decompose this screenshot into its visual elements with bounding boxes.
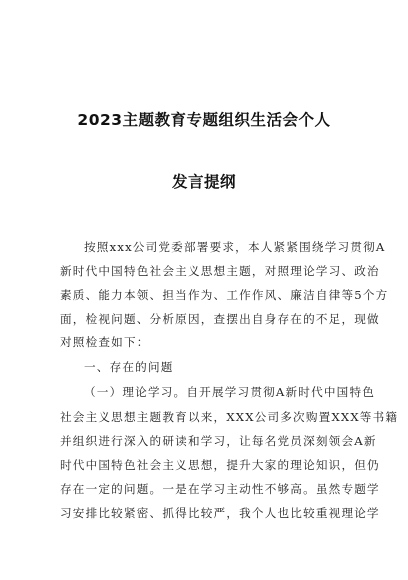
document-title-line-1: 2023主题教育专题组织生活会个人	[77, 111, 331, 129]
paragraph-1-line-3: 素质、能力本领、担当作为、工作作风、廉洁自律等5个方	[60, 288, 389, 302]
paragraph-3-line-5: 存在一定的问题。一是在学习主动性不够高。虽然专题学	[60, 482, 380, 496]
paragraph-3-line-3: 并组织进行深入的研读和学习，让每名党员深刻领会A新	[60, 434, 377, 448]
paragraph-3-line-4: 时代中国特色社会主义思想，提升大家的理论知识，但仍	[60, 458, 380, 472]
paragraph-3-line-2: 社会主义思想主题教育以来，XXX公司多次购置XXX等书籍	[60, 410, 399, 424]
paragraph-3-line-1: （一）理论学习。自开展学习贯彻A新时代中国特色	[84, 385, 376, 399]
document-title-line-2: 发言提纲	[171, 173, 236, 191]
paragraph-1-line-4: 面，检视问题、分析原因，查摆出自身存在的不足，现做	[60, 312, 380, 326]
paragraph-1-line-2: 新时代中国特色社会主义思想主题，对照理论学习、政治	[60, 264, 380, 278]
section-heading-problems: 一、存在的问题	[84, 360, 174, 374]
paragraph-1-line-1: 按照xxx公司党委部署要求，本人紧紧围绕学习贯彻A	[84, 240, 386, 254]
paragraph-1-line-5: 对照检查如下：	[60, 335, 150, 349]
paragraph-3-line-6: 习安排比较紧密、抓得比较严，我个人也比较重视理论学	[60, 506, 380, 520]
